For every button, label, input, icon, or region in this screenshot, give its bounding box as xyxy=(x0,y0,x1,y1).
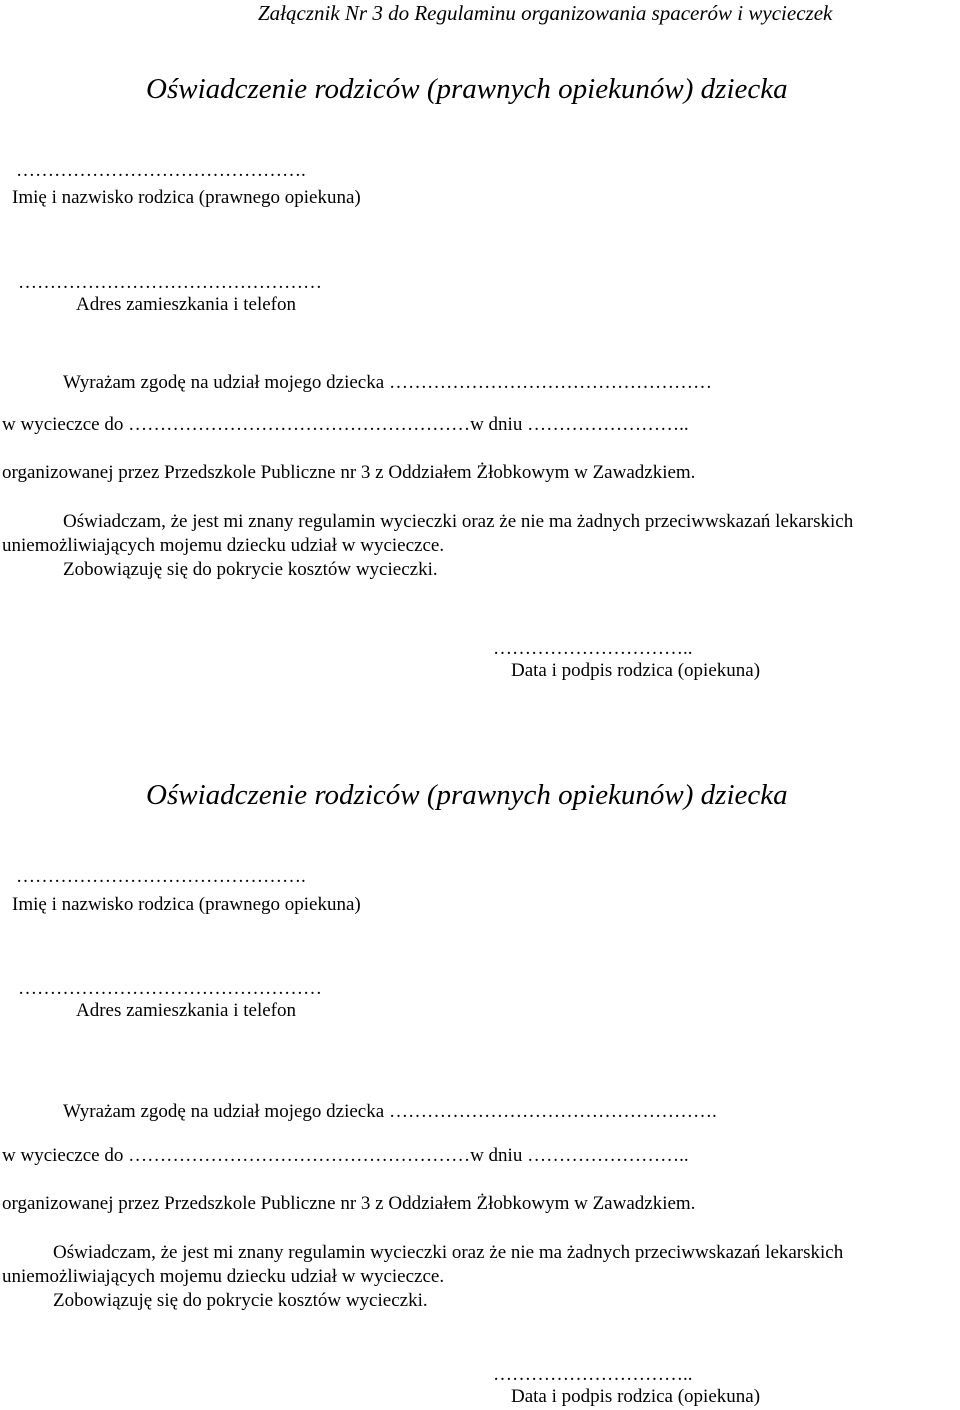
day-label: w dniu xyxy=(470,414,523,435)
consent-fill-line: …………………………………………… xyxy=(388,372,712,393)
form-title: Oświadczenie rodziców (prawnych opiekunów) dziecka xyxy=(146,73,788,105)
organizer-text: organizowanej przez Przedszkole Publiczne nr 3 z Oddziałem Żłobkowym w Zawadzkiem. xyxy=(2,1193,696,1214)
name-label: Imię i nazwisko rodzica (prawnego opiekuna) xyxy=(12,894,361,915)
trip-destination-row xyxy=(2,1145,689,1167)
declaration-line-1: Oświadczam, że jest mi znany regulamin wycieczki oraz że nie ma żadnych przeciwwskazań lekarskich xyxy=(63,511,854,532)
trip-to-fill-line: ……………………………………………… xyxy=(128,1145,471,1166)
consent-fill-line: ……………………………………………. xyxy=(388,1101,717,1122)
organizer-text: organizowanej przez Przedszkole Publiczne nr 3 z Oddziałem Żłobkowym w Zawadzkiem. xyxy=(2,462,696,483)
signature-label: Data i podpis rodzica (opiekuna) xyxy=(511,660,761,681)
attachment-header: Załącznik Nr 3 do Regulaminu organizowania spacerów i wycieczek xyxy=(258,1,833,25)
signature-fill-line: ………………………….. xyxy=(493,638,693,659)
day-fill-line: …………………….. xyxy=(527,1145,689,1166)
consent-text xyxy=(63,372,712,394)
address-label: Adres zamieszkania i telefon xyxy=(76,1000,296,1021)
cost-commitment: Zobowiązuję się do pokrycie kosztów wycieczki. xyxy=(53,1290,428,1311)
declaration-line-1: Oświadczam, że jest mi znany regulamin wycieczki oraz że nie ma żadnych przeciwwskazań lekarskich xyxy=(53,1242,844,1263)
consent-label: Wyrażam zgodę na udział mojego dziecka xyxy=(63,1101,385,1122)
address-label: Adres zamieszkania i telefon xyxy=(76,294,296,315)
declaration-line-2: uniemożliwiających mojemu dziecku udział w wycieczce. xyxy=(2,1266,445,1287)
name-fill-line: ………………………………………. xyxy=(16,160,306,181)
cost-commitment: Zobowiązuję się do pokrycie kosztów wycieczki. xyxy=(63,559,438,580)
day-label: w dniu xyxy=(470,1145,523,1166)
day-fill-line: …………………….. xyxy=(527,414,689,435)
address-fill-line: ………………………………………… xyxy=(18,272,322,293)
consent-label: Wyrażam zgodę na udział mojego dziecka xyxy=(63,372,385,393)
name-label: Imię i nazwisko rodzica (prawnego opiekuna) xyxy=(12,187,361,208)
signature-label: Data i podpis rodzica (opiekuna) xyxy=(511,1386,761,1407)
trip-to-fill-line: ……………………………………………… xyxy=(128,414,471,435)
consent-text xyxy=(63,1101,717,1123)
address-fill-line: ………………………………………… xyxy=(18,978,322,999)
signature-fill-line: ………………………….. xyxy=(493,1364,693,1385)
declaration-line-2: uniemożliwiających mojemu dziecku udział w wycieczce. xyxy=(2,535,445,556)
trip-to-label: w wycieczce do xyxy=(2,1145,124,1166)
form-title: Oświadczenie rodziców (prawnych opiekunów) dziecka xyxy=(146,779,788,811)
name-fill-line: ………………………………………. xyxy=(16,866,306,887)
trip-destination-row xyxy=(2,414,689,436)
trip-to-label: w wycieczce do xyxy=(2,414,124,435)
